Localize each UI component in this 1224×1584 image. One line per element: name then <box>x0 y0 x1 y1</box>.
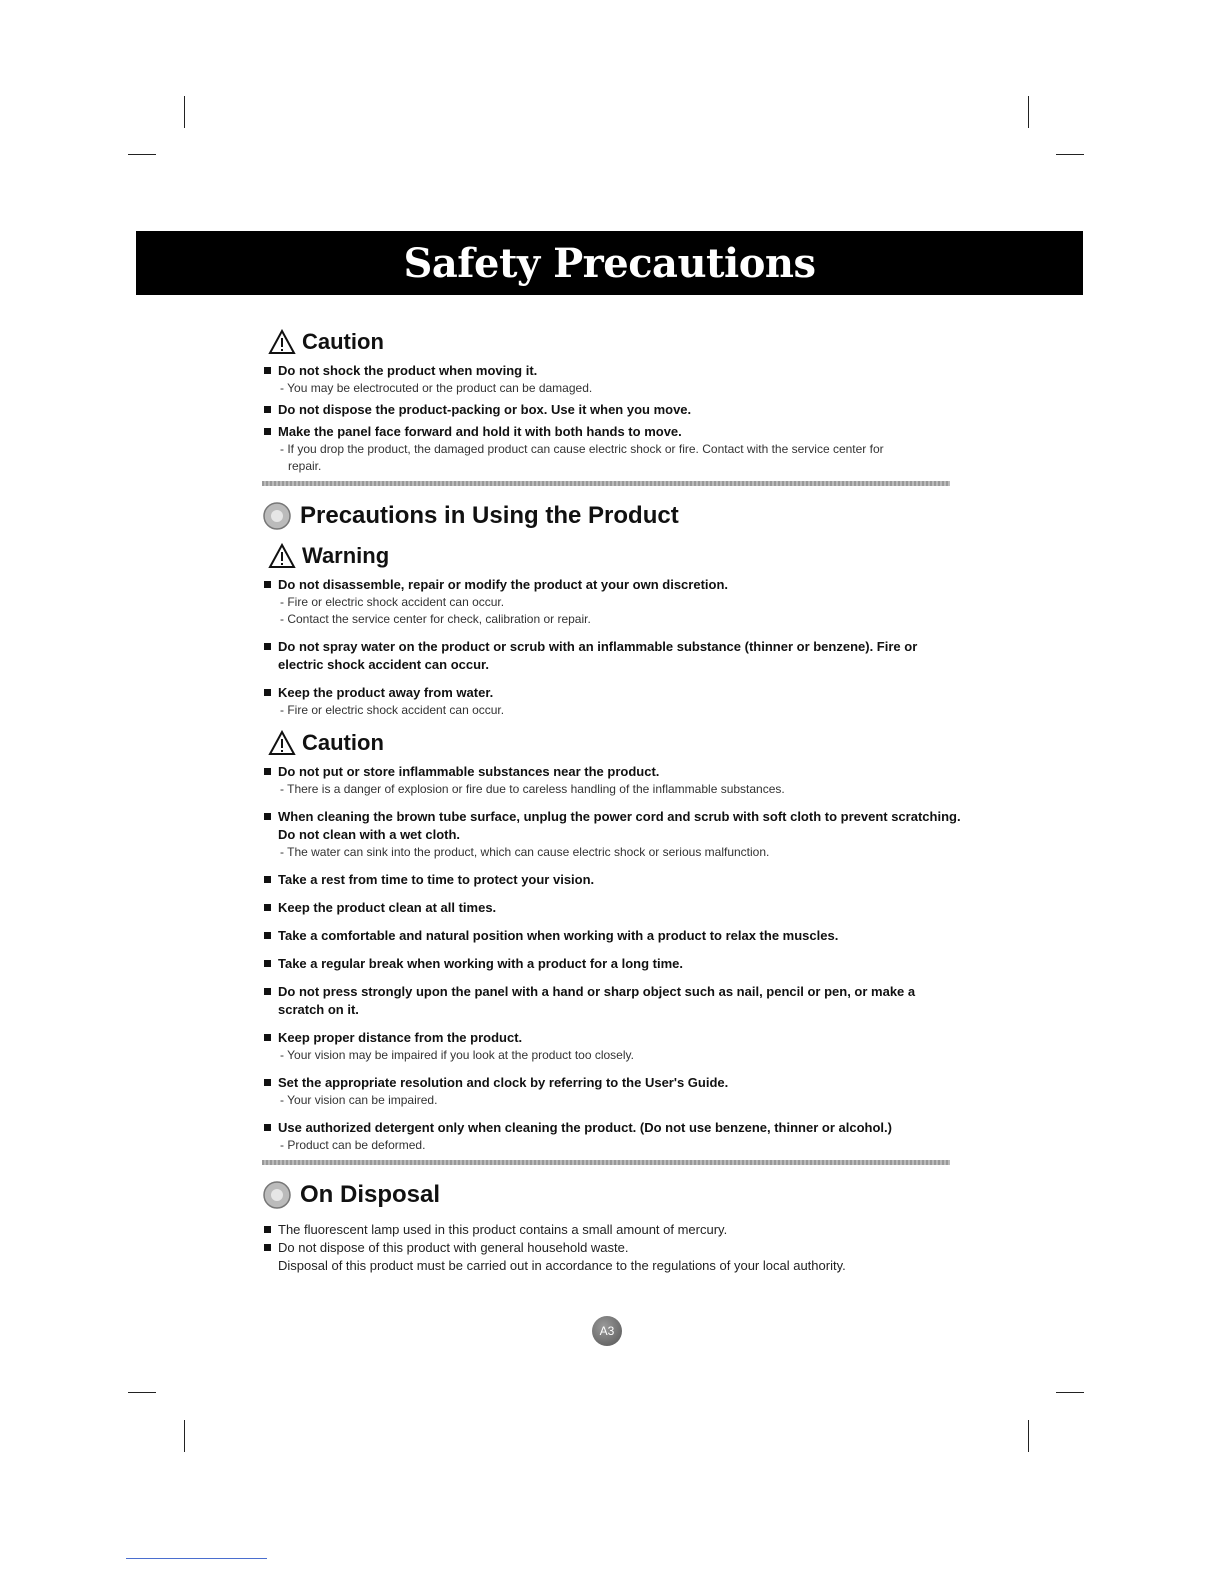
caution-heading: Caution <box>268 322 962 362</box>
list-item <box>262 983 962 1019</box>
list-item <box>262 362 962 397</box>
list-item <box>262 955 962 973</box>
list-item <box>262 808 962 861</box>
crop-mark <box>1056 1392 1084 1393</box>
content <box>262 322 962 1275</box>
item-detail: - You may be electrocuted or the product can be damaged. <box>280 381 593 395</box>
caution-list <box>262 362 962 475</box>
item-detail: - The water can sink into the product, which can cause electric shock or serious malfunction. <box>280 845 770 859</box>
crop-mark <box>1056 154 1084 155</box>
item-heading: Do not dispose the product-packing or box. Use it when you move. <box>262 401 962 419</box>
item-detail: - Your vision may be impaired if you look at the product too closely. <box>280 1048 634 1062</box>
section-heading-disposal: On Disposal <box>262 1175 962 1215</box>
list-item <box>262 638 962 674</box>
item-detail: - If you drop the product, the damaged product can cause electric shock or fire. Contact with the service center for <box>280 442 884 456</box>
list-item <box>262 1029 962 1064</box>
item-detail: - Fire or electric shock accident can occur. <box>280 595 505 609</box>
list-item <box>262 927 962 945</box>
list-item <box>262 401 962 419</box>
page-title: Safety Precautions <box>403 239 816 287</box>
item-heading: Do not disassemble, repair or modify the product at your own discretion. <box>262 576 962 594</box>
item-detail: repair. <box>288 459 322 473</box>
list-item <box>262 576 962 628</box>
crop-mark <box>184 1420 185 1452</box>
crop-mark <box>184 96 185 128</box>
section-disc-icon <box>262 1180 292 1210</box>
item-heading: Keep proper distance from the product. <box>262 1029 962 1047</box>
disposal-line: Disposal of this product must be carried out in accordance to the regulations of your local authority. <box>278 1258 846 1273</box>
list-item <box>262 899 962 917</box>
item-heading: Make the panel face forward and hold it with both hands to move. <box>262 423 962 441</box>
item-heading: When cleaning the brown tube surface, unplug the power cord and scrub with soft cloth to prevent scratching. Do not clean with a wet cloth. <box>262 808 962 844</box>
warning-list <box>262 576 962 719</box>
list-item <box>262 871 962 889</box>
link-underline <box>126 1558 267 1559</box>
divider <box>262 481 950 486</box>
item-heading: Take a regular break when working with a product for a long time. <box>262 955 962 973</box>
item-heading: Keep the product clean at all times. <box>262 899 962 917</box>
caution-list <box>262 763 962 1154</box>
item-heading: Do not spray water on the product or scrub with an inflammable substance (thinner or benzene). Fire or electric shock accident can occur. <box>262 638 962 674</box>
list-item <box>262 684 962 719</box>
divider <box>262 1160 950 1165</box>
section-heading-using: Precautions in Using the Product <box>262 496 962 536</box>
list-item <box>262 1119 962 1154</box>
list-item <box>262 1074 962 1109</box>
disposal-line: Do not dispose of this product with general household waste. <box>262 1239 962 1257</box>
item-heading: Use authorized detergent only when cleaning the product. (Do not use benzene, thinner or alcohol.) <box>262 1119 962 1137</box>
warning-heading: Warning <box>268 536 962 576</box>
crop-mark <box>1028 96 1029 128</box>
item-detail: - Your vision can be impaired. <box>280 1093 438 1107</box>
warning-triangle-icon <box>268 329 296 355</box>
page-number-badge: A3 <box>592 1316 622 1346</box>
crop-mark <box>128 154 156 155</box>
warning-triangle-icon <box>268 543 296 569</box>
list-item <box>262 423 962 475</box>
item-heading: Take a rest from time to time to protect your vision. <box>262 871 962 889</box>
item-heading: Take a comfortable and natural position when working with a product to relax the muscles. <box>262 927 962 945</box>
item-heading: Do not put or store inflammable substances near the product. <box>262 763 962 781</box>
item-heading: Keep the product away from water. <box>262 684 962 702</box>
disposal-line: The fluorescent lamp used in this product contains a small amount of mercury. <box>262 1221 962 1239</box>
crop-mark <box>128 1392 156 1393</box>
item-detail: - Contact the service center for check, calibration or repair. <box>280 612 591 626</box>
caution-heading: Caution <box>268 723 962 763</box>
section-disc-icon <box>262 501 292 531</box>
list-item <box>262 763 962 798</box>
item-detail: - Product can be deformed. <box>280 1138 426 1152</box>
item-heading: Set the appropriate resolution and clock by referring to the User's Guide. <box>262 1074 962 1092</box>
item-heading: Do not press strongly upon the panel with a hand or sharp object such as nail, pencil or pen, or make a scratch on it. <box>262 983 962 1019</box>
warning-triangle-icon <box>268 730 296 756</box>
title-banner <box>136 231 1083 295</box>
item-detail: - There is a danger of explosion or fire due to careless handling of the inflammable substances. <box>280 782 785 796</box>
item-heading: Do not shock the product when moving it. <box>262 362 962 380</box>
crop-mark <box>1028 1420 1029 1452</box>
item-detail: - Fire or electric shock accident can occur. <box>280 703 505 717</box>
